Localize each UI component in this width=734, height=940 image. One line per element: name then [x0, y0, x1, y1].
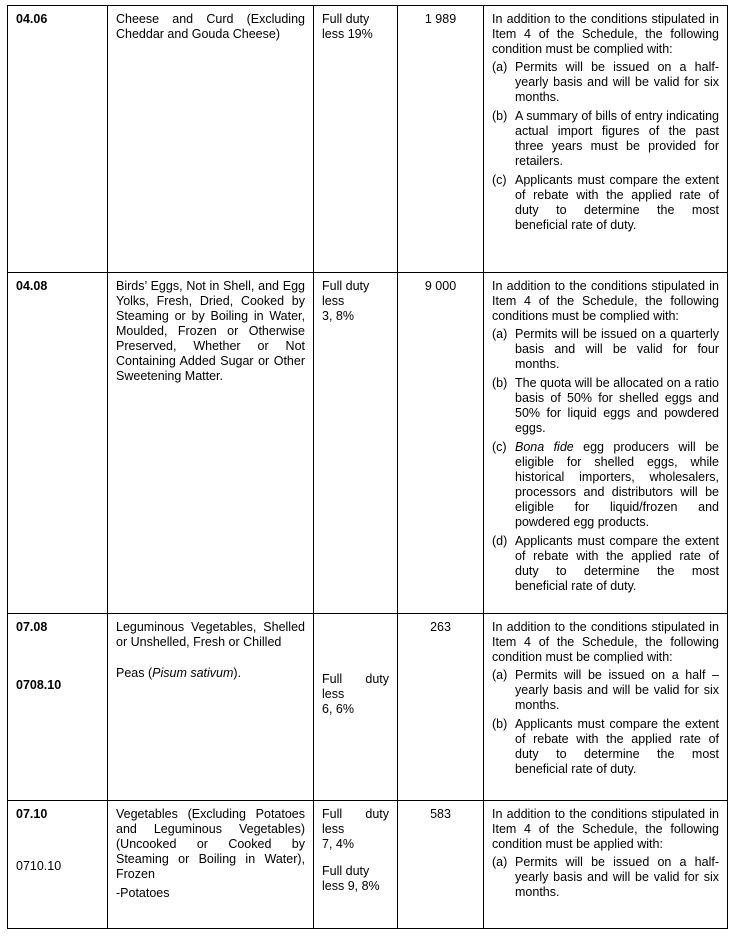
condition-label: (a) — [492, 668, 508, 682]
condition-text: Permits will be issued on a quarterly basis and will be valid for four months. — [515, 327, 719, 371]
sub-description — [116, 666, 305, 681]
duty-rate: Full duty less — [322, 807, 389, 836]
duty-cell — [314, 273, 398, 614]
duty-rate: Full duty less 19% — [322, 12, 373, 41]
condition-label: (d) — [492, 534, 508, 548]
condition-item — [492, 376, 719, 436]
description-cell — [108, 6, 314, 273]
conditions-intro: In addition to the conditions stipulated in Item 4 of the Schedule, the following condition must be complied with: — [492, 12, 719, 56]
tariff-code-cell — [8, 273, 108, 614]
duty-cell — [314, 6, 398, 273]
quantity-cell — [398, 6, 484, 273]
description-cell — [108, 801, 314, 929]
table-row — [8, 273, 728, 614]
duty-rate-value: 3, 8% — [322, 309, 354, 323]
duty-rate-sub: Full duty less 9, 8% — [322, 864, 380, 893]
quantity: 583 — [430, 807, 451, 821]
tariff-code-cell — [8, 614, 108, 801]
conditions-cell — [484, 614, 728, 801]
quantity: 1 989 — [424, 12, 457, 26]
tariff-subcode: 0710.10 — [16, 859, 62, 873]
table-row — [8, 6, 728, 273]
condition-text: Permits will be issued on a half-yearly basis and will be valid for six months. — [515, 855, 719, 899]
quantity-cell — [398, 614, 484, 801]
condition-italic: Bona fide — [515, 440, 574, 454]
description-cell — [108, 614, 314, 801]
description: Cheese and Curd (Excluding Cheddar and Gouda Cheese) — [116, 12, 305, 41]
conditions-intro: In addition to the conditions stipulated in Item 4 of the Schedule, the following condition must be complied with: — [492, 620, 719, 664]
tariff-code: 07.10 — [16, 807, 48, 821]
condition-text — [515, 440, 719, 530]
sub-description-italic: Pisum sativum — [152, 666, 234, 680]
duty-cell — [314, 614, 398, 801]
condition-item — [492, 534, 719, 594]
condition-item — [492, 173, 719, 233]
conditions-intro: In addition to the conditions stipulated in Item 4 of the Schedule, the following conditions must be complied with: — [492, 279, 719, 323]
tariff-code: 04.08 — [16, 279, 48, 293]
table-row — [8, 801, 728, 929]
condition-label: (c) — [492, 173, 507, 187]
quantity-cell — [398, 801, 484, 929]
duty-rate: Full duty less — [322, 672, 389, 701]
condition-text: Applicants must compare the extent of rebate with the applied rate of duty to determine the most beneficial rate of duty. — [515, 173, 719, 232]
condition-label: (a) — [492, 327, 508, 341]
condition-item — [492, 717, 719, 777]
description: Birds’ Eggs, Not in Shell, and Egg Yolks, Fresh, Dried, Cooked by Steaming or by Boiling in Water, Moulded, Frozen or Otherwise Preserved, Whether or Not Containing Added Sugar or Other Sweetening Matter. — [116, 279, 305, 383]
condition-item — [492, 855, 719, 900]
sub-description-post: ). — [233, 666, 242, 680]
condition-label: (a) — [492, 855, 508, 869]
tariff-code-cell — [8, 801, 108, 929]
conditions-cell — [484, 6, 728, 273]
condition-text: The quota will be allocated on a ratio basis of 50% for shelled eggs and 50% for liquid eggs and powdered eggs. — [515, 376, 719, 435]
condition-label: (b) — [492, 376, 508, 390]
tariff-table — [7, 5, 728, 929]
sub-description: -Potatoes — [116, 886, 170, 900]
condition-text: Applicants must compare the extent of rebate with the applied rate of duty to determine the most beneficial rate of duty. — [515, 534, 719, 593]
duty-rate-value: 7, 4% — [322, 837, 354, 851]
condition-item — [492, 60, 719, 105]
condition-item — [492, 668, 719, 713]
table-row — [8, 614, 728, 801]
conditions-cell — [484, 273, 728, 614]
condition-text-rest: egg producers will be eligible for shelled eggs, while historical importers, wholesalers, processors and distributors will be eligible for liquid/frozen and powdered egg products. — [515, 440, 719, 529]
condition-label: (c) — [492, 440, 507, 454]
conditions-intro: In addition to the conditions stipulated in Item 4 of the Schedule, the following condition must be applied with: — [492, 807, 719, 851]
condition-label: (b) — [492, 717, 508, 731]
condition-item — [492, 440, 719, 530]
condition-label: (a) — [492, 60, 508, 74]
quantity-cell — [398, 273, 484, 614]
description-cell — [108, 273, 314, 614]
conditions-cell — [484, 801, 728, 929]
quantity: 263 — [430, 620, 451, 634]
quantity: 9 000 — [424, 279, 457, 293]
tariff-code: 04.06 — [16, 12, 48, 26]
sub-description-pre: Peas ( — [116, 666, 153, 680]
description: Vegetables (Excluding Potatoes and Leguminous Vegetables) (Uncooked or Cooked by Steaming or Boiling in Water), Frozen — [116, 807, 305, 881]
condition-label: (b) — [492, 109, 508, 123]
description: Leguminous Vegetables, Shelled or Unshelled, Fresh or Chilled — [116, 620, 305, 649]
tariff-subcode: 0708.10 — [16, 678, 62, 692]
condition-item — [492, 327, 719, 372]
condition-text: Permits will be issued on a half – yearly basis and will be valid for six months. — [515, 668, 719, 712]
duty-rate: Full duty less — [322, 279, 370, 308]
tariff-code-cell — [8, 6, 108, 273]
tariff-code: 07.08 — [16, 620, 48, 634]
duty-cell — [314, 801, 398, 929]
condition-text: Applicants must compare the extent of rebate with the applied rate of duty to determine the most beneficial rate of duty. — [515, 717, 719, 776]
condition-item — [492, 109, 719, 169]
condition-text: Permits will be issued on a half-yearly basis and will be valid for six months. — [515, 60, 719, 104]
duty-rate-value: 6, 6% — [322, 702, 354, 716]
condition-text: A summary of bills of entry indicating actual import figures of the past three years must be provided for retailers. — [515, 109, 719, 168]
